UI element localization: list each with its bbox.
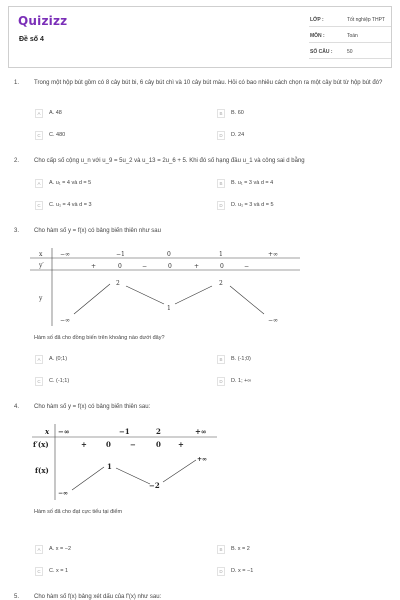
q4-x-value: −1 — [119, 427, 130, 436]
option-text: A. u₁ = 4 và d = 5 — [49, 180, 92, 186]
q3-y-value: −∞ — [60, 317, 71, 324]
q4-sign: − — [130, 440, 136, 449]
quizizz-logo: Quizizz — [18, 14, 68, 28]
q3-sign: + — [91, 263, 97, 270]
option-letter: D — [217, 201, 225, 210]
q3-y-value: 2 — [219, 280, 223, 287]
option-letter: C — [35, 567, 43, 576]
option-letter: A — [35, 355, 43, 364]
question-5 — [14, 593, 394, 600]
q4-y-value: −∞ — [58, 490, 69, 497]
q3-y-value: 2 — [116, 280, 120, 287]
meta-class-row — [309, 13, 391, 27]
option-letter: D — [217, 131, 225, 140]
q3-sign: 0 — [220, 263, 224, 270]
option-text: D. u₁ = 3 và d = 5 — [231, 202, 274, 208]
question-number: 4. — [14, 404, 20, 410]
q4-yp-label: f′(x) — [33, 440, 49, 449]
option-text: C. (-1;1) — [49, 378, 70, 384]
q4-y-value: 1 — [107, 462, 112, 471]
q4-x-label: x — [45, 427, 50, 436]
option-letter: A — [35, 545, 43, 554]
q3-x-label: x — [39, 251, 43, 258]
option-text: A. x = −2 — [49, 546, 72, 552]
option-text: D. x = −1 — [231, 568, 254, 574]
q3-y-label: y — [39, 295, 43, 302]
option-letter: C — [35, 201, 43, 210]
q3-variation-table — [30, 248, 300, 326]
question-text: Cho hàm số y = f(x) có bảng biến thiên sau: — [34, 404, 151, 410]
option-text: C. x = 1 — [49, 568, 69, 574]
q4-x-value: +∞ — [195, 427, 207, 436]
meta-count-value: 50 — [347, 49, 353, 55]
question-number: 3. — [14, 228, 20, 234]
q4-sign: 0 — [156, 440, 161, 449]
q3-y-value: 1 — [167, 305, 171, 312]
option-letter: C — [35, 377, 43, 386]
option-text: B. 60 — [231, 110, 244, 116]
q4-x-value: −∞ — [58, 427, 70, 436]
option-text: A. 48 — [49, 110, 62, 116]
option-letter: D — [217, 567, 225, 576]
question-text: Cho cấp số cộng u_n với u_9 = 5u_2 và u_13 = 2u_6 + 5. Khi đó số hạng đầu u_1 và công sai d bằng — [34, 158, 305, 164]
question-text: Trong một hộp bút gồm có 8 cây bút bi, 6 cây bút chì và 10 cây bút màu. Hỏi có bao nhiêu cách chọn ra một cây bút từ hộp bút đó? — [34, 80, 383, 86]
exam-title: Đề số 4 — [19, 36, 44, 43]
question-number: 1. — [14, 80, 20, 86]
q3-x-value: −∞ — [60, 251, 71, 258]
option-text: D. 24 — [231, 132, 245, 138]
meta-class-value: Tốt nghiệp THPT — [347, 17, 385, 23]
option-text: D. 1; +∞ — [231, 378, 252, 384]
question-2 — [14, 157, 394, 167]
q4-variation-table — [32, 424, 222, 500]
meta-subject-row — [309, 29, 391, 43]
question-4 — [14, 403, 394, 413]
q3-y-value: −∞ — [268, 317, 279, 324]
option-text: B. x = 2 — [231, 546, 250, 552]
q3-sign: + — [194, 263, 200, 270]
option-letter: B — [217, 355, 225, 364]
q3-sign: 0 — [118, 263, 122, 270]
meta-subject-key: MÔN : — [310, 33, 325, 39]
q3-x-value: −1 — [116, 251, 125, 258]
q4-subquestion: Hàm số đã cho đạt cực tiểu tại điểm — [34, 509, 123, 515]
meta-subject-value: Toán — [347, 33, 358, 39]
question-text: Cho hàm số f(x) bảng xét dấu của f′(x) như sau: — [34, 594, 162, 600]
meta-count-key: SỐ CÂU : — [310, 49, 333, 55]
q4-sign: + — [178, 440, 184, 449]
q3-sign: 0 — [168, 263, 172, 270]
q4-y-value: −2 — [149, 481, 160, 490]
q4-sign: 0 — [106, 440, 111, 449]
option-text: B. u₁ = 3 và d = 4 — [231, 180, 274, 186]
q3-yp-label: y′ — [39, 262, 44, 269]
q3-sign: − — [142, 263, 148, 270]
option-text: A. (0;1) — [49, 356, 68, 362]
option-text: B. (-1;0) — [231, 356, 251, 362]
q3-sign: − — [244, 263, 250, 270]
question-1 — [14, 79, 394, 99]
meta-count-row — [309, 45, 391, 59]
question-text: Cho hàm số y = f(x) có bảng biến thiên như sau — [34, 228, 161, 234]
option-letter: B — [217, 545, 225, 554]
option-letter: A — [35, 179, 43, 188]
option-letter: A — [35, 109, 43, 118]
option-letter: B — [217, 179, 225, 188]
question-number: 5. — [14, 594, 20, 600]
meta-class-key: LỚP : — [310, 17, 324, 23]
q3-x-value: 1 — [219, 251, 223, 258]
q4-sign: + — [81, 440, 87, 449]
q4-y-label: f(x) — [35, 466, 49, 475]
option-letter: D — [217, 377, 225, 386]
q4-x-value: 2 — [156, 427, 161, 436]
question-number: 2. — [14, 158, 20, 164]
q3-x-value: +∞ — [268, 251, 279, 258]
option-text: C. 480 — [49, 132, 66, 138]
worksheet-header — [8, 6, 392, 68]
q3-x-value: 0 — [167, 251, 171, 258]
question-3 — [14, 227, 394, 237]
option-letter: C — [35, 131, 43, 140]
q4-y-value: +∞ — [197, 456, 208, 463]
option-letter: B — [217, 109, 225, 118]
option-text: C. u₁ = 4 và d = 3 — [49, 202, 92, 208]
q3-subquestion: Hàm số đã cho đồng biến trên khoảng nào dưới đây? — [34, 335, 165, 341]
